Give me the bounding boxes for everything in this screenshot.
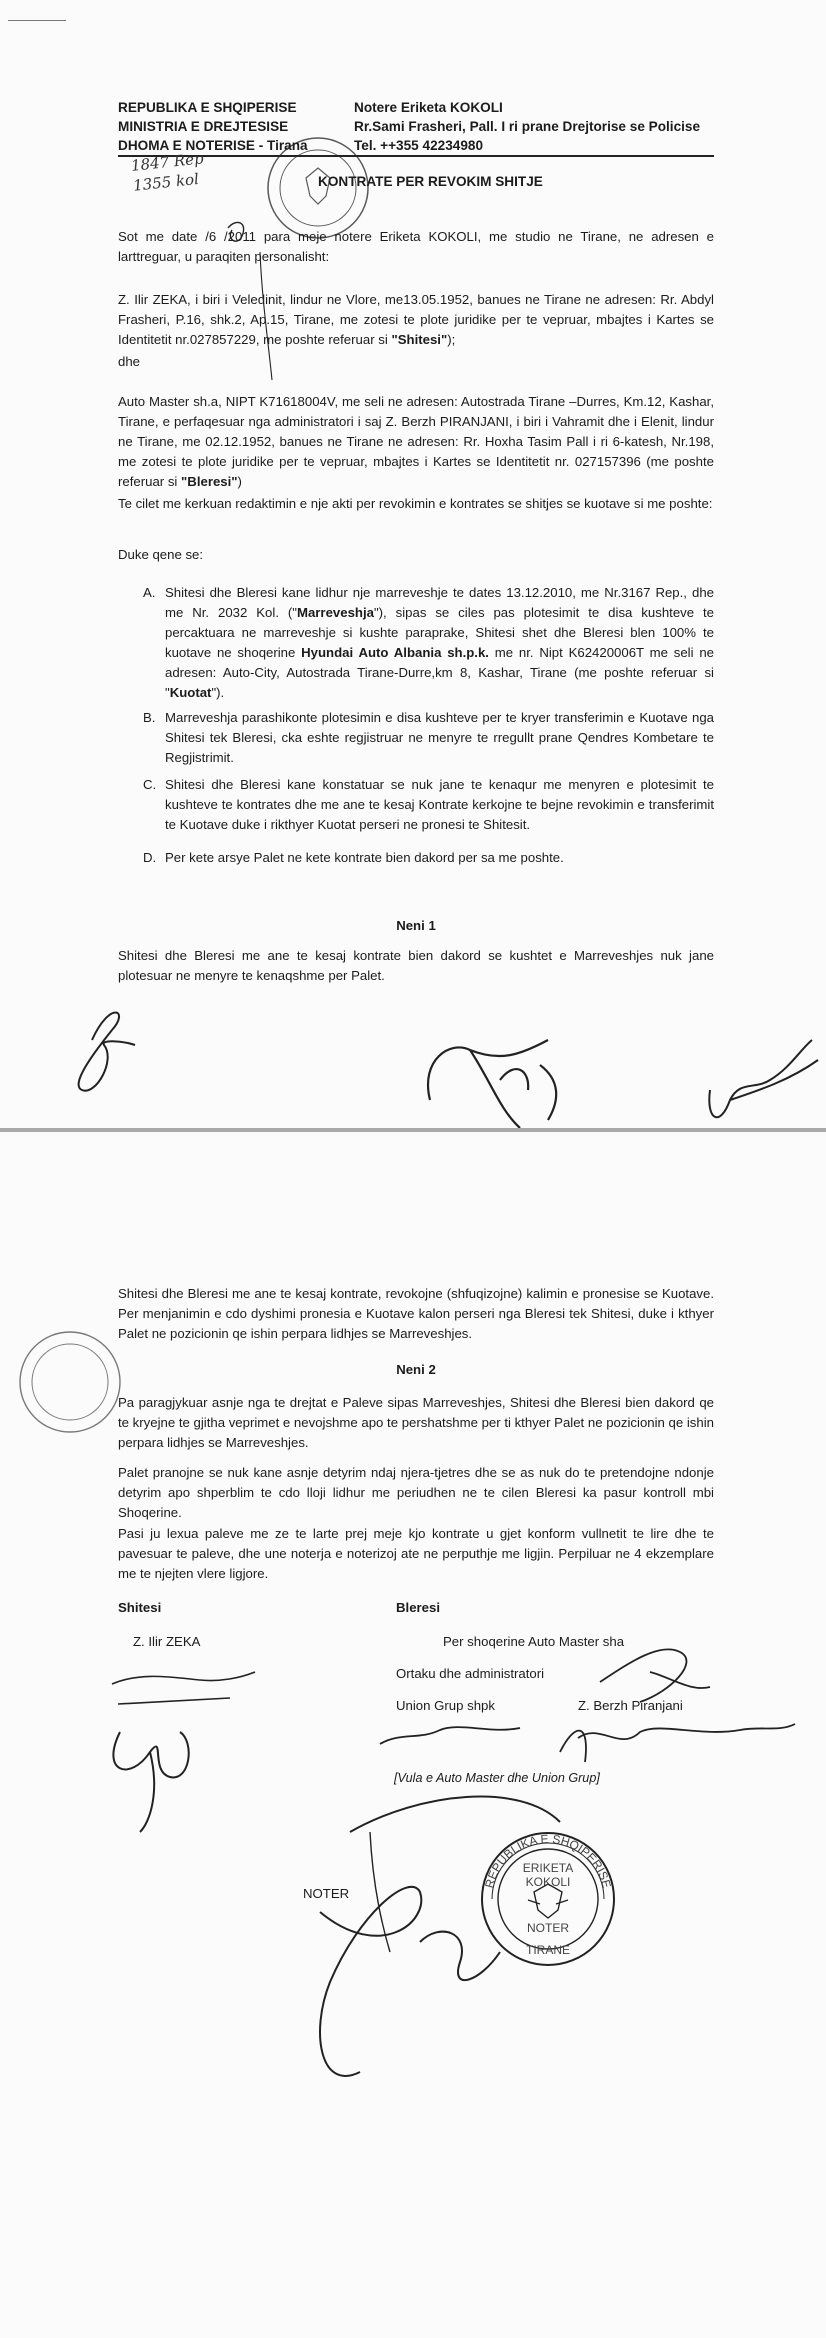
handwritten-reference <box>130 148 207 195</box>
stamp-city: TIRANE <box>525 1943 571 1957</box>
revocation-paragraph: Shitesi dhe Bleresi me ane te kesaj kontrate, revokojne (shfuqizojne) kalimin e pronesise se Kuotave. Per menjanimin e cdo dyshimi pronesia e Kuotave kalon perseri nga Bleresi tek Shitesi, duke i kthyer Palet ne pozicionin qe ishin perpara lidhjes se Marreveshjes. <box>118 1286 714 1341</box>
signature-right-mark <box>709 1040 818 1117</box>
scan-mark <box>8 20 66 21</box>
handwritten-rep: 1847 Rep <box>130 149 205 175</box>
notary-signature <box>320 1797 560 2076</box>
party-buyer-paragraph <box>118 392 714 492</box>
item-text: Shitesi dhe Bleresi kane lidhur nje marreveshje te dates 13.12.2010, me Nr.3167 Rep., dhe me Nr. 2032 Kol. ("Marreveshja"), sipas se ciles pas plotesimit te disa kushteve te percaktuara ne marreveshje si kushte paraprake, Shitesi shet dhe Bleresi blen 100% te kuotave ne shoqerine Hyundai Auto Albania sh.p.k. me nr. Nipt K62420006T me seli ne adresen: Auto-City, Autostrada Tirane-Durre,km 8, Kashar, Tirane (me poshte referuar si "Kuotat"). <box>165 585 714 700</box>
item-text: Marreveshja parashikonte plotesimin e disa kushteve per te kryer transferimin e Kuotave nga Shitesi tek Bleresi, cka eshte regjistruar ne menyre te rregullt prane Qendres Kombetare te Regjistrimit. <box>165 710 714 765</box>
notary-label: NOTER <box>303 1886 350 1901</box>
buyer-signatures <box>380 1724 795 1762</box>
article-2-paragraph-2: Palet pranojne se nuk kane asnje detyrim ndaj njera-tjetres dhe se as nuk do te pretendojne ndonje detyrim apo shperblim te cdo lloji lidhur me periudhen ne te cilen Bleresi ka pasur kontroll mbi Shoqerine. <box>118 1465 714 1520</box>
notary-round-stamp <box>482 1832 614 1965</box>
seller-signature-flourish <box>113 1732 188 1832</box>
header-left-line-3: DHOMA E NOTERISE - Tirana <box>118 138 308 153</box>
article-1-text: Shitesi dhe Bleresi me ane te kesaj kontrate bien dakord se kushtet e Marreveshjes nuk jane plotesuar ne menyre te kenaqshme per Palet. <box>118 948 714 983</box>
header-left <box>118 98 358 155</box>
party-buyer-text: Auto Master sh.a, NIPT K71618004V, me seli ne adresen: Autostrada Tirane –Durres, Km.12, Kashar, Tirane, e perfaqesuar nga administratori i saj Z. Berzh PIRANJANI, i biri i Vahramit dhe i Elenit, lindur ne Tirane, me 02.12.1952, banues ne Tirane ne adresen: Rr. Hoxha Tasim Pall i ri 6-katesh, Nr.198, me zotesi te plote juridike per te vepruar, mbajtes i Kartes se Identitetit nr. 027157396 (me poshte referuar si <box>118 394 714 489</box>
party-seller-end: ); <box>447 332 456 347</box>
party-seller-ref: "Shitesi" <box>391 332 448 347</box>
buyer-role-line: Ortaku dhe administratori <box>396 1666 545 1681</box>
item-text: Per kete arsye Palet ne kete kontrate bien dakord per sa me poshte. <box>165 850 564 865</box>
page-2 <box>0 1132 826 2338</box>
header-rule <box>118 155 714 157</box>
party-buyer-ref: "Bleresi" <box>181 474 238 489</box>
header-right-line-2: Rr.Sami Frasheri, Pall. I ri prane Drejtorise se Policise <box>354 119 701 134</box>
seller-signature-underline <box>112 1672 255 1704</box>
article-2-heading: Neni 2 <box>396 1362 436 1377</box>
signature-middle-mark <box>428 1040 556 1128</box>
notary-stamp-edge <box>20 1332 120 1432</box>
stamp-name-line-1: ERIKETA <box>522 1861 574 1875</box>
buyer-admin-name: Z. Berzh Piranjani <box>578 1698 683 1713</box>
party-buyer-end: ) <box>237 474 242 489</box>
pen-stroke <box>370 1832 390 1952</box>
item-letter: A. <box>143 585 156 600</box>
buyer-union-grup: Union Grup shpk <box>396 1698 495 1713</box>
request-paragraph: Te cilet me kerkuan redaktimin e nje akti per revokimin e kontrates se shitjes se kuotave si me poshte: <box>118 496 713 511</box>
header-left-line-1: REPUBLIKA E SHQIPERISE <box>118 100 297 115</box>
eagle-emblem-icon <box>528 1884 568 1918</box>
item-letter: B. <box>143 710 156 725</box>
header-right-line-3: Tel. ++355 42234980 <box>354 138 484 153</box>
stamp-name-line-2: KOKOLI <box>525 1875 571 1889</box>
initials-left-mark <box>79 1013 135 1091</box>
seller-name: Z. Ilir ZEKA <box>133 1634 201 1649</box>
stamp-ring-text: REPUBLIKA E SHQIPERISE <box>482 1831 614 1890</box>
company-seal-note: [Vula e Auto Master dhe Union Grup] <box>394 1771 600 1785</box>
handwritten-kol: 1355 kol <box>132 169 200 195</box>
header-right-line-1: Notere Eriketa KOKOLI <box>354 100 503 115</box>
item-letter: C. <box>143 777 157 792</box>
party-seller-text: Z. Ilir ZEKA, i biri i Veledinit, lindur ne Vlore, me13.05.1952, banues ne Tirane ne adresen: Rr. Abdyl Frasheri, P.16, shk.2, Ap.15, Tirane, me zotesi te plote juridike per te vepruar, mbajtes i Kartes se Identitetit nr.027857229, me poshte referuar si <box>118 292 714 347</box>
whereas-heading: Duke qene se: <box>118 547 204 562</box>
header-left-line-2: MINISTRIA E DREJTESISE <box>118 119 289 134</box>
article-1-heading: Neni 1 <box>396 918 436 933</box>
buyer-admin-signature-top <box>600 1649 710 1702</box>
page-1 <box>0 0 826 1128</box>
item-text: Shitesi dhe Bleresi kane konstatuar se nuk jane te kenaqur me menyren e plotesimit te kushteve te kontrates dhe me ane te kesaj Kontrate kerkojne te bejne revokimin e transferimit te Kuotave duke i rikthyer Kuotat perseri ne pronesi te Shitesit. <box>165 777 714 832</box>
item-letter: D. <box>143 850 157 865</box>
header-right <box>354 98 724 155</box>
buyer-label: Bleresi <box>396 1600 440 1615</box>
and-word: dhe <box>118 354 141 369</box>
stamp-notary-word: NOTER <box>527 1921 569 1935</box>
buyer-company-line: Per shoqerine Auto Master sha <box>443 1634 625 1649</box>
article-2-paragraph-1: Pa paragjykuar asnje nga te drejtat e Paleve sipas Marreveshjes, Shitesi dhe Bleresi bien dakord qe te kryejne te gjitha veprimet e nevojshme apo te pershatshme per ti kthyer Palet ne pozicionin qe ishin perpara lidhjes se Marreveshjes. <box>118 1395 714 1450</box>
document-title: KONTRATE PER REVOKIM SHITJE <box>318 174 543 189</box>
article-2-paragraph-3: Pasi ju lexua paleve me ze te larte prej meje kjo kontrate u gjet konform vullnetit te lire dhe te pavesuar te paleve, dhe une noterja e noterizoj ate ne perputhje me ligjin. Perpiluar ne 4 ekzemplare me te njejten vlere ligjore. <box>118 1526 714 1581</box>
seller-label: Shitesi <box>118 1600 162 1615</box>
party-seller-paragraph <box>118 290 714 350</box>
intro-paragraph: Sot me date /6 /2011 para meje notere Eriketa KOKOLI, me studio ne Tirane, ne adresen e larttreguar, u paraqiten personalisht: <box>118 229 714 264</box>
